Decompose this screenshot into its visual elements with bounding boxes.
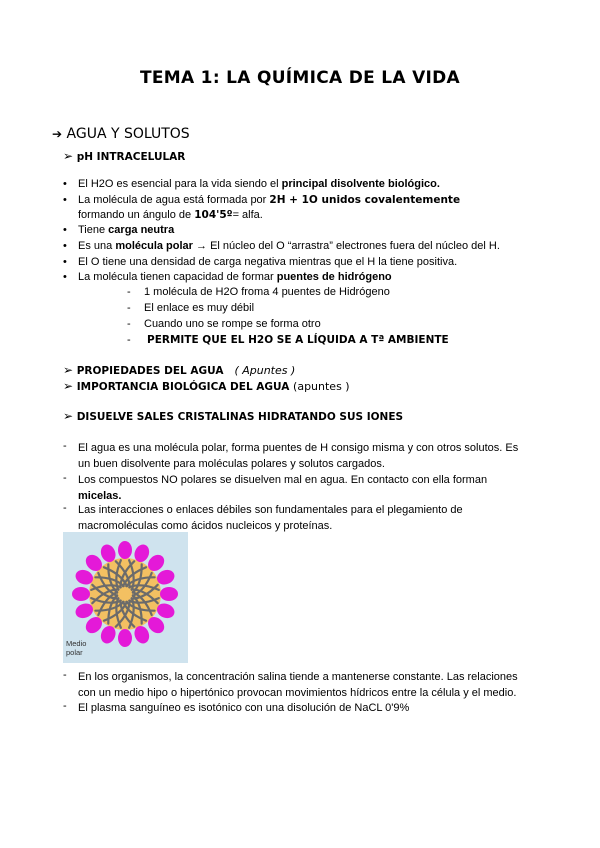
polar-head (118, 629, 132, 647)
figure-caption: Medio (66, 639, 87, 648)
bullet-text: El H2O es esencial para la vida siendo el (78, 178, 282, 190)
subheading-note: ( Apuntes ) (234, 364, 296, 377)
dash-list-item (63, 669, 518, 699)
bullet-list-item (63, 194, 461, 206)
dash-text: con un medio hipo o hipertónico provocan movimientos hídricos entre la célula y el medio. (78, 687, 517, 699)
triangle-marker-icon: ➢ (63, 363, 74, 377)
bullet-text-bold: 104'5º (194, 209, 233, 221)
bullet-text: → El núcleo del O “arrastra” electrones fuera del núcleo del H. (192, 240, 500, 252)
bullet-list-item (63, 240, 500, 252)
bullet-text-bold: molécula polar (115, 240, 193, 252)
dash-text: En los organismos, la concentración salina tiende a mantenerse constante. Las relaciones (78, 671, 518, 683)
sub-list-text: 1 molécula de H2O froma 4 puentes de Hidrógeno (144, 286, 390, 298)
arrow-right-icon: ➔ (52, 127, 63, 141)
dash-icon: - (63, 700, 67, 712)
polar-head (72, 587, 90, 601)
dash-text-bold: micelas. (78, 490, 122, 502)
triangle-marker-icon: ➢ (63, 149, 74, 163)
bullet-icon: • (63, 194, 67, 206)
bullet-text: El O tiene una densidad de carga negativa mientras que el H la tiene positiva. (78, 256, 458, 268)
bullet-text: La molécula tienen capacidad de formar (78, 271, 277, 283)
polar-head (160, 587, 178, 601)
section-heading-agua-y-solutos (52, 126, 190, 142)
bullet-text: = alfa. (232, 209, 263, 221)
triangle-marker-icon: ➢ (63, 409, 74, 423)
subheading-importancia (63, 379, 350, 393)
dash-icon: - (127, 286, 131, 298)
dash-icon: - (127, 334, 131, 346)
bullet-text: La molécula de agua está formada por (78, 194, 270, 206)
polar-head (118, 541, 132, 559)
bullet-icon: • (63, 240, 67, 252)
sub-list-text-bold: PERMITE QUE EL H2O SE A LÍQUIDA A Tª AMBIENTE (147, 334, 449, 346)
bullet-text-bold: principal disolvente biológico. (281, 178, 440, 190)
subheading-ph-intracelular (63, 149, 185, 163)
section-heading-label: AGUA Y SOLUTOS (66, 126, 190, 142)
bullet-icon: • (63, 256, 67, 268)
subheading-label: IMPORTANCIA BIOLÓGICA DEL AGUA (76, 381, 290, 393)
bullet-text: Es una (78, 240, 116, 252)
dash-icon: - (127, 318, 131, 330)
sub-list-item (127, 302, 255, 314)
bullet-list-item (63, 271, 392, 283)
dash-list-item (63, 440, 519, 470)
dash-icon: - (63, 669, 67, 681)
bullet-text-bold: puentes de hidrógeno (276, 271, 392, 283)
subheading-label: pH INTRACELULAR (76, 151, 186, 163)
bullet-text-bold: carga neutra (108, 224, 175, 236)
dash-icon: - (63, 502, 67, 514)
dash-text: Las interacciones o enlaces débiles son fundamentales para el plegamiento de (78, 504, 463, 516)
bullet-text-bold: 2H + 1O unidos covalentemente (269, 194, 461, 206)
dash-text: un buen disolvente para moléculas polares y solutos cargados. (78, 458, 385, 470)
dash-list-item (63, 502, 463, 532)
subheading-note: (apuntes ) (293, 380, 350, 393)
dash-text: macromoléculas como ácidos nucleicos y proteínas. (78, 520, 333, 532)
figure-caption: polar (66, 648, 83, 657)
dash-icon: - (63, 472, 67, 484)
sub-list-item (127, 286, 390, 298)
bullet-text: formando un ángulo de (78, 209, 195, 221)
sub-list-text: Cuando uno se rompe se forma otro (144, 318, 321, 330)
subheading-label: PROPIEDADES DEL AGUA (76, 365, 224, 377)
sub-list-item (127, 318, 321, 330)
dash-icon: - (127, 302, 131, 314)
bullet-list-item (63, 256, 458, 268)
bullet-icon: • (63, 224, 67, 236)
triangle-marker-icon: ➢ (63, 379, 74, 393)
bullet-text: Tiene (78, 224, 109, 236)
dash-text: Los compuestos NO polares se disuelven mal en agua. En contacto con ella forman (78, 474, 488, 486)
subheading-propiedades (63, 363, 295, 377)
sub-list-text: El enlace es muy débil (144, 302, 255, 314)
subheading-label: DISUELVE SALES CRISTALINAS HIDRATANDO SUS IONES (76, 411, 404, 423)
page-title: TEMA 1: LA QUÍMICA DE LA VIDA (139, 68, 461, 88)
dash-text: El agua es una molécula polar, forma puentes de H consigo misma y con otros solutos. Es (78, 442, 519, 454)
bullet-icon: • (63, 178, 67, 190)
micelle-illustration (63, 532, 188, 663)
micelle-figure (63, 532, 188, 663)
bullet-list-item (63, 224, 175, 236)
dash-text: El plasma sanguíneo es isotónico con una disolución de NaCL 0'9% (78, 702, 410, 714)
dash-icon: - (63, 440, 67, 452)
bullet-continuation (78, 208, 263, 223)
bullet-list-item (63, 178, 440, 190)
dash-list-item (63, 472, 488, 502)
bullet-icon: • (63, 271, 67, 283)
dash-list-item (63, 700, 410, 714)
sub-list-item (127, 334, 449, 346)
subheading-disuelve-sales (63, 409, 403, 423)
